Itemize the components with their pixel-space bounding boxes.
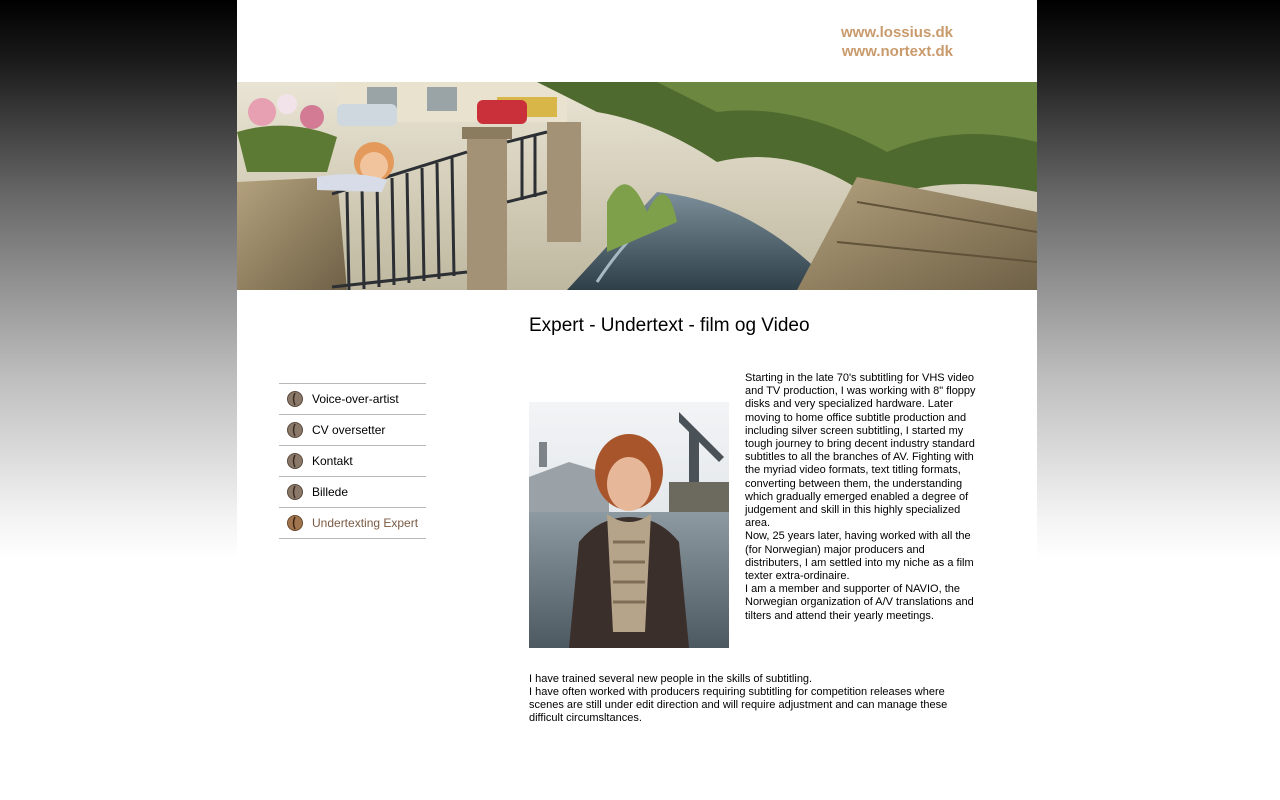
nav-item-undertexting-expert[interactable] <box>279 508 426 539</box>
intro-paragraph: Now, 25 years later, having worked with all the (for Norwegian) major producers and distributers, I am settled into my niche as a film texter extra-ordinaire. <box>745 530 974 583</box>
intro-text <box>745 372 977 623</box>
coffee-bean-icon <box>286 483 304 501</box>
nav-label: Voice-over-artist <box>312 392 399 406</box>
bottom-text <box>529 673 959 725</box>
nav-label: CV oversetter <box>312 423 386 437</box>
nav-label: Undertexting Expert <box>312 516 419 530</box>
site-links <box>841 23 953 61</box>
nav-label: Kontakt <box>312 454 353 468</box>
coffee-bean-icon <box>286 421 304 439</box>
banner-image <box>237 82 1037 290</box>
page-container <box>237 0 1037 800</box>
nortext-link[interactable]: www.nortext.dk <box>841 43 953 60</box>
coffee-bean-icon <box>286 514 304 532</box>
bottom-paragraph: I have trained several new people in the skills of subtitling. <box>529 673 813 685</box>
nav-item-kontakt[interactable] <box>279 446 426 477</box>
intro-paragraph: I am a member and supporter of NAVIO, the Norwegian organization of A/V translations and tilters and attend their yearly meetings. <box>745 583 974 622</box>
page-title: Expert - Undertext - film og Video <box>529 315 810 336</box>
nav-item-cv-oversetter[interactable] <box>279 415 426 446</box>
coffee-bean-icon <box>286 390 304 408</box>
portrait-photo <box>529 402 729 648</box>
bottom-paragraph: I have often worked with producers requiring subtitling for competition releases where scenes are still under edit direction and will require adjustment and can manage these difficult circumsltances. <box>529 686 948 724</box>
header <box>237 0 1037 82</box>
side-navigation <box>279 383 426 539</box>
nav-item-billede[interactable] <box>279 477 426 508</box>
coffee-bean-icon <box>286 452 304 470</box>
intro-paragraph: Starting in the late 70's subtitling for VHS video and TV production, I was working with 8" floppy disks and very specialized hardware. Later moving to home office subtitle production and including silver screen subtitling, I started my tough journey to bring decent industry standard subtitles to all the branches of AV. Fighting with the myriad video formats, text titling formats, converting between them, the understanding which gradually emerged enabled a degree of judgement and skill in this highly specialized area. <box>745 372 976 530</box>
nav-item-voice-over-artist[interactable] <box>279 384 426 415</box>
lossius-link[interactable]: www.lossius.dk <box>841 24 953 41</box>
nav-label: Billede <box>312 485 349 499</box>
